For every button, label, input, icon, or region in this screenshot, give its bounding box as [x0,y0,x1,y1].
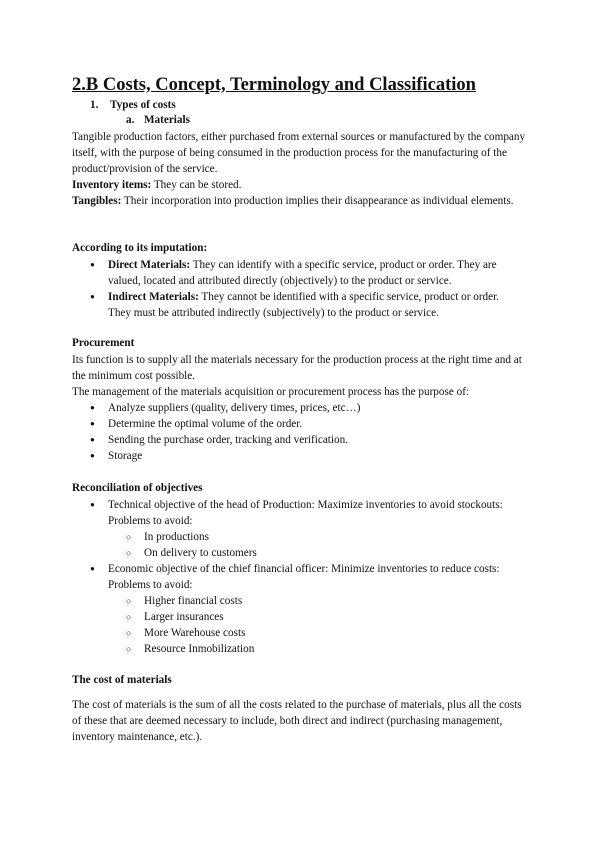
section-label: Types of costs [110,99,176,111]
reconciliation-list [90,497,510,657]
procurement-paragraph-2: The management of the materials acquisition or procurement process has the purpose of: [72,386,470,398]
imputation-list [90,257,510,321]
inventory-term: Inventory items: [72,179,152,191]
cost-of-materials-paragraph: The cost of materials is the sum of all the costs related to the purchase of materials, plus all the costs of these that are deemed necessary to include, both direct and indirect (purchasing management, inventory maintenance, etc.). [72,699,522,743]
inventory-text: They can be stored. [151,179,242,191]
economic-problems-list [108,593,510,657]
section-number: 1. [90,99,99,111]
intro-paragraph: Tangible production factors, either purchased from external sources or manufactured by the company itself, with the purpose of being consumed in the production process for the manufacturing of the product/provision of the service. [72,131,526,175]
subsection-number: a. [126,114,135,126]
list-item: ○ Resource Inmobilization [126,641,510,657]
list-item: ● Determine the optimal volume of the order. [90,416,510,432]
technical-problems-list [108,529,510,561]
tangibles-line [72,193,528,209]
list-item: ● Sending the purchase order, tracking and verification. [90,432,510,448]
list-item [90,257,510,289]
indirect-materials-term: Indirect Materials: [108,291,199,303]
imputation-heading: According to its imputation: [72,242,208,254]
economic-objective-text: Economic objective of the chief financial officer: Minimize inventories to reduce costs: Problems to avoid: [108,563,500,591]
page-title: 2.B Costs, Concept, Terminology and Classification [72,75,476,95]
list-item: ○ More Warehouse costs [126,625,510,641]
direct-materials-term: Direct Materials: [108,259,191,271]
tangibles-text: Their incorporation into production implies their disappearance as individual elements. [121,195,514,207]
tangibles-term: Tangibles: [72,195,122,207]
cost-of-materials-heading: The cost of materials [72,674,172,686]
list-item: ○ On delivery to customers [126,545,510,561]
procurement-list [90,400,510,464]
list-item [90,497,510,561]
list-item: ○ Higher financial costs [126,593,510,609]
indirect-materials-text: They cannot be identified with a specific service, product or order. They must be attributed indirectly (subjectively) to the product or service. [108,291,500,319]
direct-materials-text: They can identify with a specific service, product or order. They are valued, located and attributed directly (objectively) to the product or service. [108,259,497,287]
list-item: ○ Larger insurances [126,609,510,625]
list-item: ● Analyze suppliers (quality, delivery times, prices, etc…) [90,400,510,416]
list-item [90,289,510,321]
procurement-paragraph-1: Its function is to supply all the materials necessary for the production process at the right time and at the minimum cost possible. [72,354,522,382]
subsection-heading-materials [126,113,190,128]
list-item: ● Storage [90,448,510,464]
inventory-items-line [72,177,528,193]
section-heading-types [90,98,176,113]
reconciliation-heading: Reconciliation of objectives [72,482,203,494]
procurement-heading: Procurement [72,337,135,349]
subsection-label: Materials [144,114,190,126]
list-item [90,561,510,657]
list-item: ○ In productions [126,529,510,545]
technical-objective-text: Technical objective of the head of Production: Maximize inventories to avoid stockouts: Problems to avoid: [108,499,503,527]
